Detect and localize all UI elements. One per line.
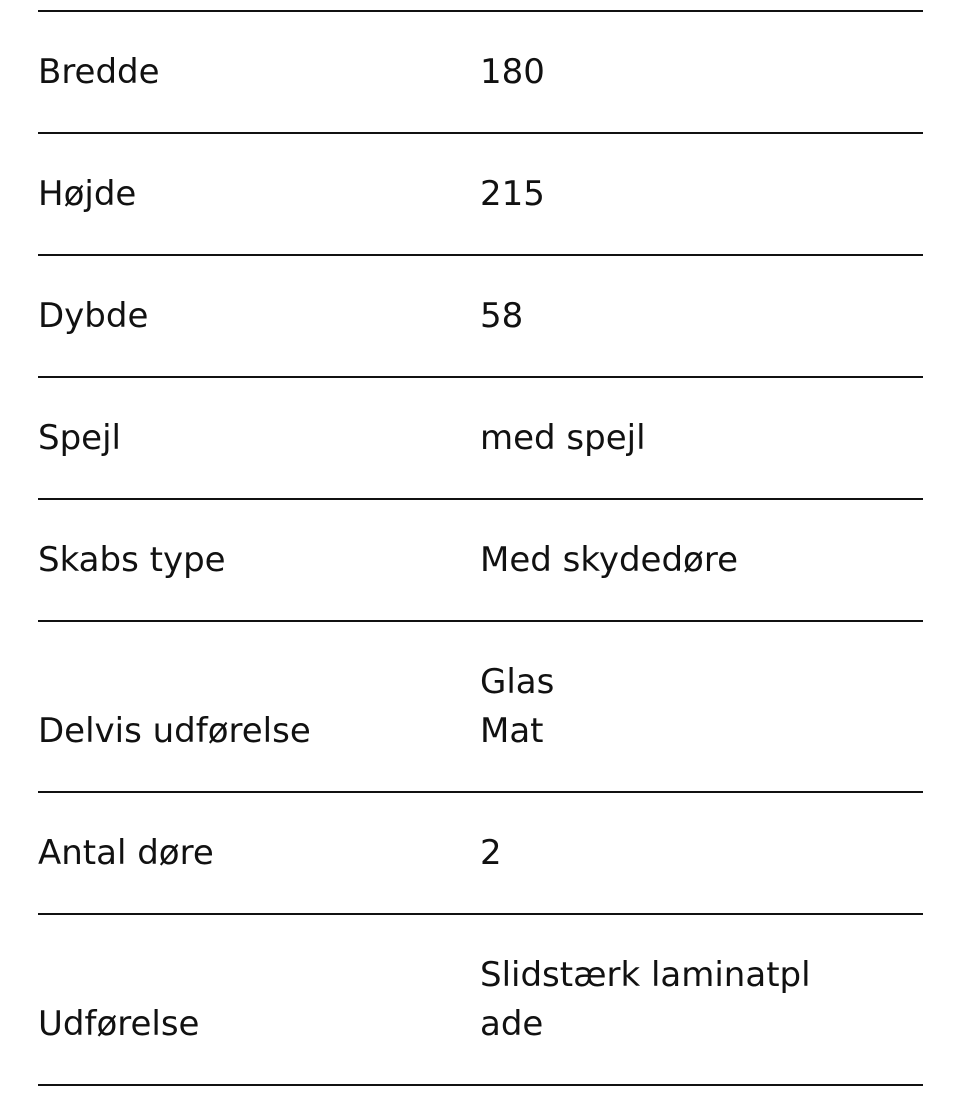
spec-label: Dybde [38,295,149,336]
spec-label: Bredde [38,51,160,92]
spec-value: 2 [480,832,502,873]
spec-label: Udførelse [38,1003,200,1044]
specifications-table [38,10,923,1086]
spec-value: 180 [480,51,545,92]
spec-row-partial-finish [38,622,923,791]
spec-row-height [38,134,923,254]
spec-label: Delvis udførelse [38,710,311,751]
spec-value [480,658,923,756]
spec-row-finish [38,915,923,1084]
spec-row-mirror [38,378,923,498]
spec-label: Antal døre [38,832,214,873]
spec-value: 215 [480,173,545,214]
spec-value: med spejl [480,417,646,458]
spec-row-width [38,12,923,132]
row-divider [38,1084,923,1086]
spec-row-door-count [38,793,923,913]
spec-label: Højde [38,173,137,214]
spec-row-cabinet-type [38,500,923,620]
spec-value-line: Glas [480,661,555,702]
spec-value: Med skydedøre [480,539,738,580]
spec-label: Spejl [38,417,121,458]
spec-value [480,951,923,1049]
spec-label: Skabs type [38,539,226,580]
spec-value-line: ade [480,1003,544,1044]
spec-row-depth [38,256,923,376]
spec-value: 58 [480,295,524,336]
spec-value-line: Slidstærk laminatpl [480,954,811,995]
spec-value-line: Mat [480,710,544,751]
